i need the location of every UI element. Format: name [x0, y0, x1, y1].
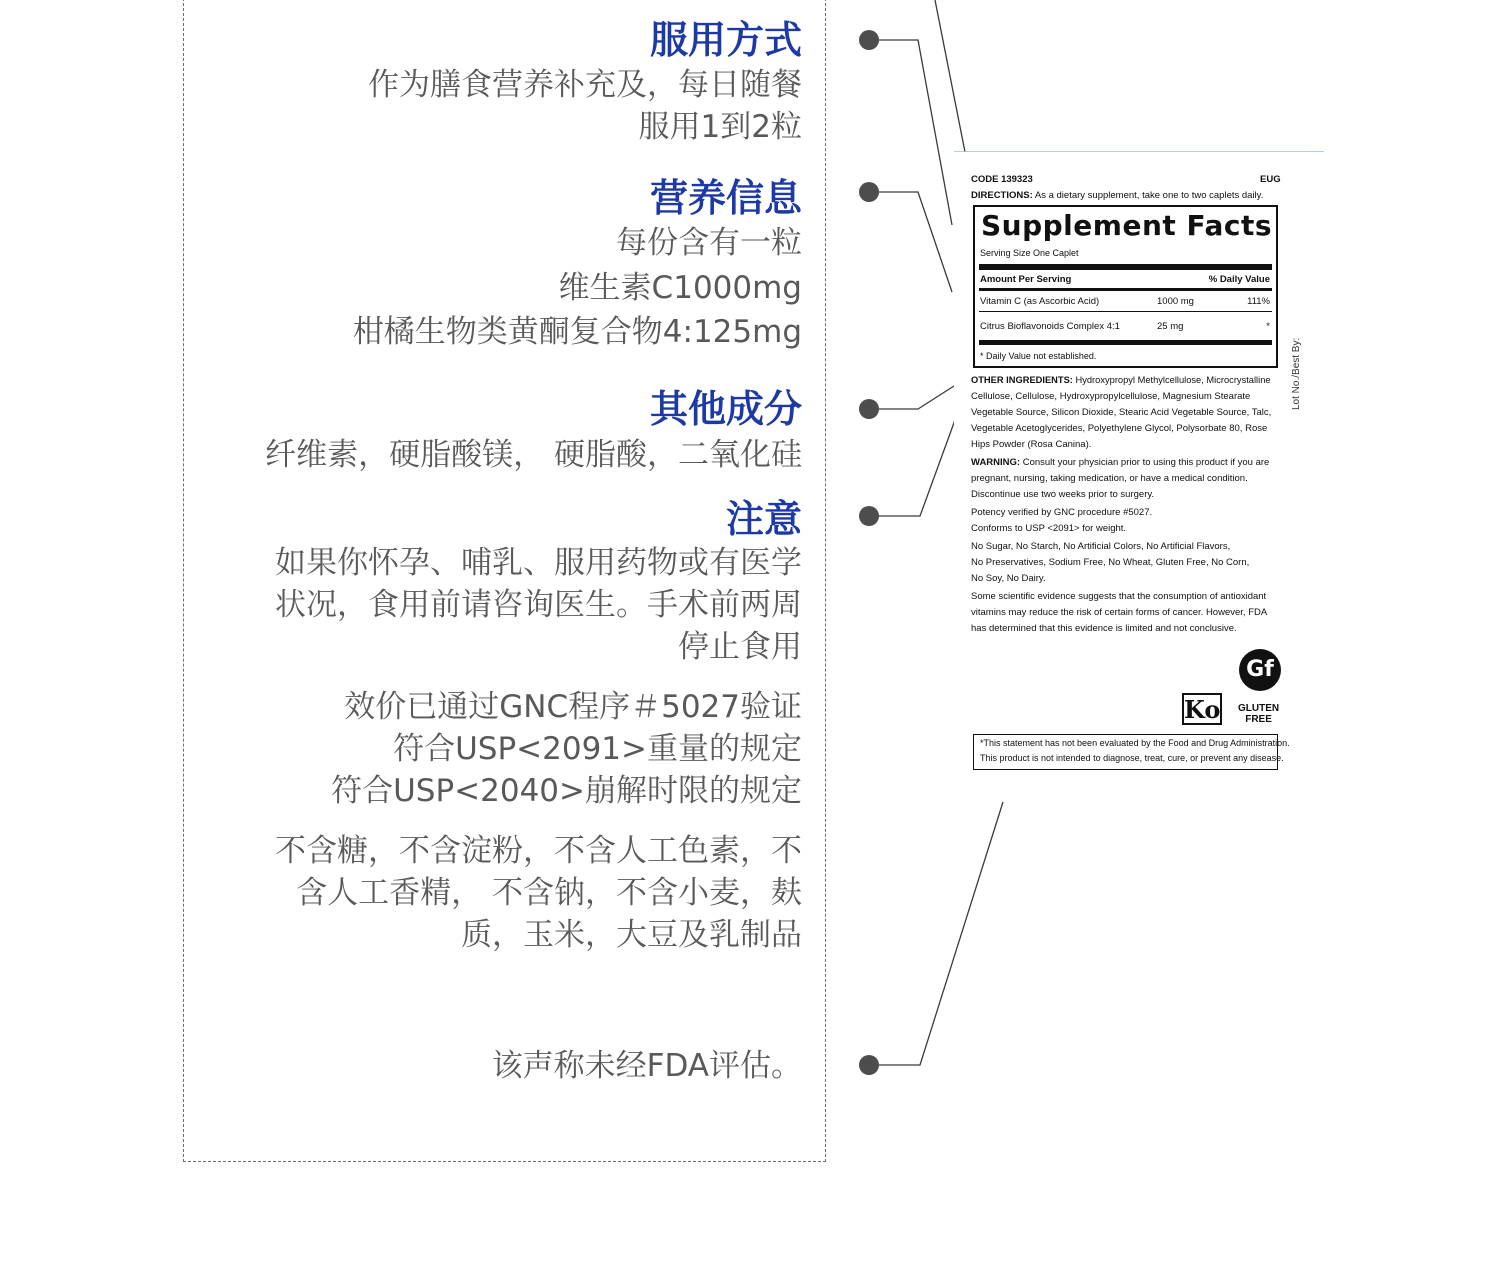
- potency-line: Potency verified by GNC procedure #5027.: [971, 507, 1153, 518]
- facts-rule: [979, 311, 1272, 312]
- gluten-free-word: GLUTEN: [1238, 703, 1280, 714]
- fact-amount: 1000 mg: [1157, 296, 1194, 307]
- fact-dv: *: [1266, 321, 1270, 332]
- fact-dv: 111%: [1247, 296, 1270, 307]
- dv-header: % Daily Value: [1208, 274, 1270, 285]
- serving-size: Serving Size One Caplet: [980, 248, 1079, 258]
- facts-footnote: * Daily Value not established.: [980, 351, 1097, 361]
- other-ingredients-line: Vegetable Acetoglycerides, Polyethylene Glycol, Polysorbate 80, Rose: [971, 423, 1268, 434]
- other-ingredients-text: Hydroxypropyl Methylcellulose, Microcrystalline: [1075, 375, 1271, 386]
- usage-line-1: 作为膳食营养补充及，每日随餐: [368, 67, 802, 103]
- supplement-facts-box: [973, 205, 1278, 368]
- evidence-line: has determined that this evidence is limited and not conclusive.: [971, 623, 1237, 634]
- verification-line: 符合USP<2091>重量的规定: [393, 731, 802, 767]
- nutrition-serving: 每份含有一粒: [616, 225, 802, 261]
- caution-line: 停止食用: [678, 629, 802, 665]
- gluten-free-text: [1238, 703, 1279, 725]
- product-label: [954, 152, 1324, 797]
- fda-statement: 该声称未经FDA评估。: [491, 1048, 802, 1084]
- gluten-free-word: FREE: [1245, 714, 1272, 725]
- other-ingredients-line: Vegetable Source, Silicon Dioxide, Stearic Acid Vegetable Source, Talc,: [971, 407, 1272, 418]
- fact-name: Citrus Bioflavonoids Complex 4:1: [980, 321, 1120, 332]
- callout-dot: [859, 30, 879, 50]
- other-ingredients-line: Cellulose, Cellulose, Hydroxypropylcellulose, Magnesium Stearate: [971, 391, 1251, 402]
- facts-bar: [979, 264, 1272, 270]
- fact-amount: 25 mg: [1157, 321, 1184, 332]
- facts-title: Supplement Facts: [981, 209, 1273, 242]
- free-from-line: 质，玉米，大豆及乳制品: [461, 917, 802, 953]
- other-text: 纤维素，硬脂酸镁， 硬脂酸，二氧化硅: [265, 437, 802, 473]
- lot-number-label: Lot No./Best By:: [1291, 337, 1302, 410]
- warning-line: [971, 456, 1269, 469]
- free-line: No Preservatives, Sodium Free, No Wheat, Gluten Free, No Corn,: [971, 557, 1250, 568]
- caution-heading: 注意: [725, 497, 802, 541]
- callout-dot: [859, 399, 879, 419]
- other-ingredients-label: OTHER INGREDIENTS:: [971, 375, 1073, 386]
- warning-line: pregnant, nursing, taking medication, or have a medical condition.: [971, 473, 1248, 484]
- warning-label: WARNING:: [971, 457, 1021, 468]
- other-heading: 其他成分: [649, 387, 802, 431]
- free-line: No Sugar, No Starch, No Artificial Colors, No Artificial Flavors,: [971, 541, 1231, 552]
- nutrient-name: 维生素C: [558, 270, 674, 306]
- label-eug: EUG: [1260, 174, 1281, 185]
- other-ingredients-line: [971, 374, 1271, 387]
- evidence-line: Some scientific evidence suggests that the consumption of antioxidant: [971, 591, 1267, 602]
- facts-bar: [979, 288, 1272, 291]
- nutrient-amount: 1000mg: [673, 270, 802, 306]
- directions-label: DIRECTIONS:: [971, 190, 1033, 201]
- callout-dot: [859, 1055, 879, 1075]
- disclaimer-line: This product is not intended to diagnose, treat, cure, or prevent any disease.: [980, 753, 1284, 763]
- potency-line: Conforms to USP <2091> for weight.: [971, 523, 1127, 534]
- facts-bar: [979, 340, 1272, 345]
- kosher-logo: Ko: [1184, 695, 1221, 724]
- free-from-line: 含人工香精， 不含钠，不含小麦，麸: [296, 875, 802, 911]
- amount-header: Amount Per Serving: [980, 274, 1072, 285]
- fda-disclaimer-box: [973, 734, 1290, 770]
- warning-line: Discontinue use two weeks prior to surgery.: [971, 489, 1155, 500]
- free-from-line: 不含糖，不含淀粉，不含人工色素，不: [275, 833, 802, 869]
- free-line: No Soy, No Dairy.: [971, 573, 1046, 584]
- caution-line: 如果你怀孕、哺乳、服用药物或有医学: [275, 545, 802, 581]
- caution-line: 状况，食用前请咨询医生。手术前两周: [275, 587, 802, 623]
- nutrient-name: 柑橘生物类黄酮复合物4:1: [352, 314, 713, 350]
- verification-line: 效价已通过GNC程序＃5027验证: [344, 689, 802, 725]
- directions-text: As a dietary supplement, take one to two caplets daily.: [1034, 190, 1264, 201]
- label-code: CODE 139323: [971, 174, 1033, 185]
- usage-heading: 服用方式: [649, 18, 802, 62]
- gluten-free-logo: Gf: [1239, 649, 1281, 691]
- other-ingredients-line: Hips Powder (Rosa Canina).: [971, 439, 1092, 450]
- warning-text: Consult your physician prior to using this product if you are: [1022, 457, 1270, 468]
- verification-line: 符合USP<2040>崩解时限的规定: [331, 773, 802, 809]
- evidence-line: vitamins may reduce the risk of certain forms of cancer. However, FDA: [971, 607, 1268, 618]
- callout-dot: [859, 506, 879, 526]
- fact-name: Vitamin C (as Ascorbic Acid): [980, 296, 1100, 307]
- label-directions: [971, 189, 1263, 202]
- usage-line-2: 服用1到2粒: [638, 109, 802, 145]
- disclaimer-line: *This statement has not been evaluated by the Food and Drug Administration.: [980, 738, 1290, 748]
- nutrition-heading: 营养信息: [649, 176, 802, 220]
- callout-dot: [859, 182, 879, 202]
- nutrient-amount: 25mg: [712, 314, 802, 350]
